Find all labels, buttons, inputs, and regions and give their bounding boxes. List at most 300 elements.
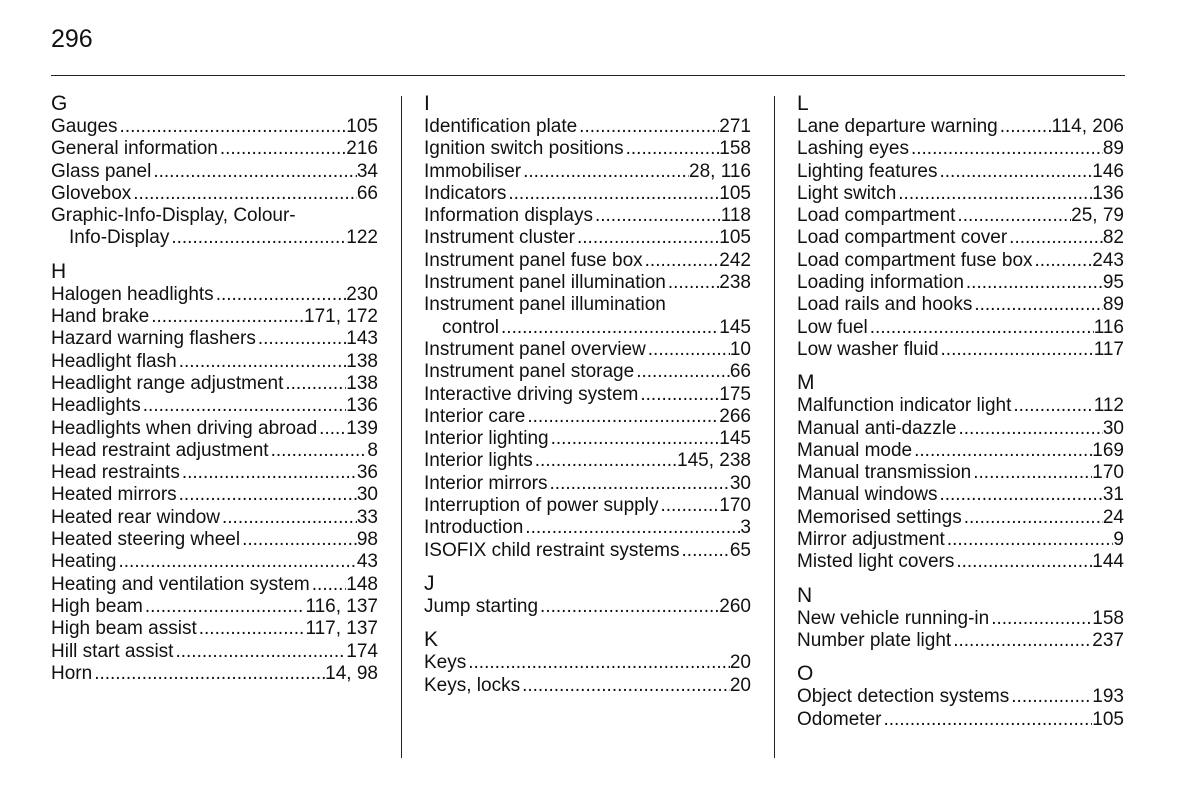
entry-label: Lane departure warning [797,116,998,137]
dot-leader [954,551,1092,573]
dot-leader [945,529,1114,551]
entry-page: 145 [719,428,751,450]
entry-label: Information displays [424,205,593,227]
index-entry [51,574,378,596]
entry-label: Load compartment [797,205,956,227]
entry-page: 33 [356,506,378,528]
dot-leader [218,138,346,160]
dot-leader [117,551,357,573]
index-entry [51,351,378,373]
index-entry [797,205,1124,227]
index-column-3 [797,92,1124,731]
entry-page: 158 [1092,607,1124,629]
index-entry [51,551,378,573]
index-entry [51,596,378,618]
dot-leader [962,507,1103,529]
dot-leader [180,462,357,484]
index-section [797,584,1124,653]
entry-page: 114, 206 [1051,116,1124,137]
entry-label: Introduction [424,517,524,539]
index-section [424,628,751,697]
dot-leader [951,630,1092,652]
index-entry [797,630,1124,652]
entry-page: 146 [1092,160,1124,182]
entry-label: ISOFIX child restraint systems [424,539,680,561]
entry-page: 66 [729,361,751,383]
entry-label: Immobiliser [424,160,522,182]
entry-page: 30 [1102,417,1124,439]
dot-leader [577,116,719,138]
dot-leader [549,428,720,450]
entry-label: High beam assist [51,618,197,640]
entry-page: 116, 137 [305,595,378,617]
entry-label: Hill start assist [51,640,174,662]
entry-label: Jump starting [424,595,539,617]
index-entry [797,339,1124,361]
index-entry [51,484,378,506]
dot-leader [269,440,368,462]
entry-label: High beam [51,595,143,617]
entry-label: Headlights [51,395,141,417]
entry-label: Gauges [51,116,118,137]
index-entry-wrap [51,205,378,227]
index-entry [424,517,751,539]
entry-page: 82 [1102,227,1124,249]
index-section [797,92,1124,361]
entry-label: Object detection systems [797,686,1010,708]
entry-page: 95 [1102,272,1124,294]
index-entry [797,418,1124,440]
index-entry [424,183,751,205]
entry-page: 193 [1092,686,1124,708]
dot-leader [666,272,719,294]
index-entry [797,272,1124,294]
entry-label: Interactive driving system [424,383,639,405]
entry-label: Lighting features [797,160,938,182]
entry-page: 8 [367,439,378,461]
entry-label: New vehicle running-in [797,607,990,629]
dot-leader [118,116,347,138]
entry-page: 118 [720,205,751,227]
dot-leader [909,138,1103,160]
entry-page: 117 [1093,338,1124,360]
dot-leader [593,205,721,227]
index-entry [51,529,378,551]
entry-label: Identification plate [424,116,578,137]
index-entry [797,294,1124,316]
entry-page: 238 [719,272,751,294]
entry-label: Interior mirrors [424,472,548,494]
section-letter: H [51,259,67,283]
entry-label: Manual transmission [797,462,972,484]
entry-page: 171, 172 [304,306,378,328]
entry-label: Head restraint adjustment [51,439,269,461]
entry-page: 34 [356,160,378,182]
index-section [797,662,1124,731]
index-entry [424,473,751,495]
dot-leader [938,161,1093,183]
index-entry [51,641,378,663]
index-entry [797,227,1124,249]
index-entry [51,440,378,462]
index-section [51,92,378,250]
dot-leader [971,462,1092,484]
section-letter: O [797,662,814,686]
index-entry [797,138,1124,160]
dot-leader [169,227,346,249]
index-entry [797,507,1124,529]
section-letter: M [797,371,815,395]
index-entry [424,317,751,339]
index-entry [424,540,751,562]
entry-label: Heating [51,551,117,573]
index-column-1 [51,92,378,685]
entry-page: 66 [356,182,378,204]
entry-label: Load compartment cover [797,227,1008,249]
entry-page: 138 [346,372,378,394]
section-letter: N [797,583,813,607]
dot-leader [521,161,689,183]
dot-leader [525,406,719,428]
index-section [797,371,1124,573]
entry-page: 31 [1102,484,1124,506]
entry-label: Low washer fluid [797,338,939,360]
entry-label: Manual windows [797,484,938,506]
page-number: 296 [51,25,93,53]
index-entry [797,395,1124,417]
index-entry [51,138,378,160]
dot-leader [173,641,346,663]
entry-page: 136 [346,395,378,417]
entry-label: Glass panel [51,160,152,182]
dot-leader [912,440,1092,462]
dot-leader [523,517,740,539]
index-entry [51,395,378,417]
index-entry [424,250,751,272]
entry-page: 105 [719,182,751,204]
entry-label: Memorised settings [797,506,962,528]
entry-label: Instrument panel illumination [424,294,666,316]
index-entry [424,428,751,450]
index-entry [797,484,1124,506]
index-entry [797,551,1124,573]
index-entry [797,161,1124,183]
dot-leader [92,663,325,685]
entry-label: Heated mirrors [51,484,177,506]
entry-page: 43 [356,551,378,573]
dot-leader [214,284,347,306]
entry-label: Ignition switch positions [424,138,624,160]
entry-label: Interior lights [424,450,533,472]
dot-leader [1009,686,1092,708]
dot-leader [220,507,357,529]
entry-page: 30 [729,472,751,494]
dot-leader [646,339,730,361]
entry-page: 20 [729,674,751,696]
entry-label: Head restraints [51,462,180,484]
entry-label: Odometer [797,708,882,730]
entry-page: 144 [1092,551,1124,573]
entry-page: 145, 238 [677,450,751,472]
entry-page: 175 [719,383,751,405]
entry-label: Instrument cluster [424,227,575,249]
entry-label: Manual mode [797,439,913,461]
index-section [51,260,378,685]
index-entry [51,227,378,249]
entry-label: Indicators [424,182,507,204]
entry-label: Info-Display [69,227,170,249]
index-entry [424,227,751,249]
entry-label: Number plate light [797,629,952,651]
entry-page: 148 [346,573,378,595]
index-entry [797,608,1124,630]
entry-label: Interior care [424,405,526,427]
entry-label: Instrument panel illumination [424,272,666,294]
dot-leader [197,618,306,640]
entry-label: Loading information [797,272,964,294]
index-entry [424,138,751,160]
index-entry [51,618,378,640]
dot-leader [896,183,1092,205]
entry-page: 116 [1093,316,1124,338]
entry-label: Interruption of power supply [424,495,659,517]
index-entry [424,495,751,517]
dot-leader [1007,227,1103,249]
dot-leader [520,675,730,697]
entry-page: 65 [729,539,751,561]
dot-leader [548,473,730,495]
entry-page: 3 [740,517,751,539]
entry-label: Malfunction indicator light [797,395,1012,417]
entry-label: Glovebox [51,182,132,204]
index-entry [424,161,751,183]
entry-page: 28, 116 [689,160,751,182]
entry-page: 216 [346,138,378,160]
dot-leader [143,596,306,618]
dot-leader [256,328,346,350]
dot-leader [638,384,719,406]
entry-page: 174 [346,640,378,662]
dot-leader [506,183,719,205]
entry-label: Headlight flash [51,350,177,372]
dot-leader [575,227,719,249]
section-letter: I [424,92,430,115]
entry-label: Mirror adjustment [797,529,945,551]
dot-leader [998,116,1052,138]
entry-page: 36 [356,462,378,484]
dot-leader [177,484,357,506]
dot-leader [538,596,719,618]
index-column-2 [424,92,751,697]
column-divider [401,96,402,758]
entry-label: General information [51,138,218,160]
index-entry [424,339,751,361]
header-rule [51,75,1125,76]
index-entry [51,328,378,350]
index-entry [51,418,378,440]
dot-leader [131,183,357,205]
section-letter: J [424,571,435,595]
dot-leader [956,418,1102,440]
index-entry [51,462,378,484]
index-section [424,92,751,562]
entry-label: Load compartment fuse box [797,249,1033,271]
entry-label: Graphic-Info-Display, Colour- [51,205,296,227]
entry-label: Instrument panel storage [424,361,635,383]
index-entry [51,507,378,529]
index-entry [424,384,751,406]
entry-label: Headlight range adjustment [51,372,284,394]
entry-page: 158 [719,138,751,160]
entry-label: Heating and ventilation system [51,573,310,595]
index-entry [51,116,378,138]
dot-leader [317,418,346,440]
index-entry [797,116,1124,138]
dot-leader [1011,395,1093,417]
dot-leader [989,608,1092,630]
index-entry [424,406,751,428]
dot-leader [964,272,1103,294]
entry-label: Low fuel [797,316,868,338]
dot-leader [240,529,357,551]
entry-page: 169 [1092,439,1124,461]
entry-page: 89 [1102,294,1124,316]
index-entry-wrap [424,294,751,316]
dot-leader [149,306,304,328]
entry-label: Interior lighting [424,428,549,450]
index-entry [797,686,1124,708]
entry-label: Instrument panel fuse box [424,249,643,271]
dot-leader [939,339,1094,361]
entry-label: Load rails and hooks [797,294,973,316]
entry-page: 230 [346,283,378,305]
entry-page: 105 [1092,708,1124,730]
entry-label: Hand brake [51,306,150,328]
index-entry [797,462,1124,484]
dot-leader [499,317,719,339]
entry-page: 24 [1102,506,1124,528]
entry-page: 89 [1102,138,1124,160]
index-entry [424,652,751,674]
dot-leader [533,450,677,472]
entry-label: Keys, locks [424,674,521,696]
index-entry [424,450,751,472]
entry-label: Halogen headlights [51,283,214,305]
dot-leader [1033,250,1093,272]
entry-label: Headlights when driving abroad [51,417,318,439]
entry-page: 10 [729,338,751,360]
dot-leader [955,205,1071,227]
dot-leader [643,250,720,272]
index-entry [424,272,751,294]
dot-leader [177,351,347,373]
entry-page: 98 [356,529,378,551]
entry-label: Horn [51,662,93,684]
entry-label: Heated steering wheel [51,529,241,551]
dot-leader [310,574,347,596]
entry-label: Misted light covers [797,551,955,573]
index-entry [797,183,1124,205]
column-divider [774,96,775,758]
entry-page: 112 [1093,395,1124,417]
index-entry [424,675,751,697]
entry-page: 25, 79 [1071,205,1124,227]
entry-label: control [442,316,500,338]
entry-page: 20 [729,652,751,674]
dot-leader [634,361,730,383]
entry-page: 260 [719,595,751,617]
index-section [424,572,751,618]
index-entry [424,361,751,383]
section-letter: L [797,92,809,115]
index-entry [51,284,378,306]
entry-page: 105 [346,116,378,137]
entry-page: 271 [719,116,751,137]
dot-leader [868,317,1094,339]
index-entry [797,440,1124,462]
section-letter: K [424,628,439,652]
index-entry [797,250,1124,272]
entry-page: 14, 98 [325,662,378,684]
entry-page: 237 [1092,629,1124,651]
dot-leader [658,495,719,517]
entry-page: 266 [719,405,751,427]
entry-page: 143 [346,328,378,350]
entry-page: 170 [719,495,751,517]
dot-leader [283,373,346,395]
entry-label: Hazard warning flashers [51,328,256,350]
index-entry [424,205,751,227]
index-entry [797,529,1124,551]
entry-page: 145 [719,316,751,338]
entry-page: 139 [346,417,378,439]
index-entry [51,373,378,395]
entry-page: 243 [1092,249,1124,271]
entry-label: Lashing eyes [797,138,909,160]
entry-label: Light switch [797,182,897,204]
dot-leader [680,540,730,562]
entry-page: 136 [1092,182,1124,204]
entry-page: 105 [719,227,751,249]
entry-page: 9 [1113,529,1124,551]
entry-page: 138 [346,350,378,372]
index-entry [424,116,751,138]
dot-leader [466,652,730,674]
entry-page: 117, 137 [305,618,378,640]
index-entry [797,317,1124,339]
index-entry [51,306,378,328]
index-entry [51,183,378,205]
dot-leader [624,138,720,160]
index-entry [51,663,378,685]
dot-leader [972,294,1103,316]
dot-leader [881,709,1092,731]
entry-label: Heated rear window [51,506,220,528]
entry-page: 170 [1092,462,1124,484]
entry-label: Manual anti-dazzle [797,417,957,439]
entry-page: 122 [346,227,378,249]
entry-page: 242 [719,249,751,271]
dot-leader [937,484,1102,506]
entry-label: Instrument panel overview [424,338,646,360]
entry-page: 30 [356,484,378,506]
entry-label: Keys [424,652,467,674]
dot-leader [141,395,347,417]
index-entry [424,596,751,618]
section-letter: G [51,92,68,115]
index-entry [797,709,1124,731]
index-entry [51,161,378,183]
